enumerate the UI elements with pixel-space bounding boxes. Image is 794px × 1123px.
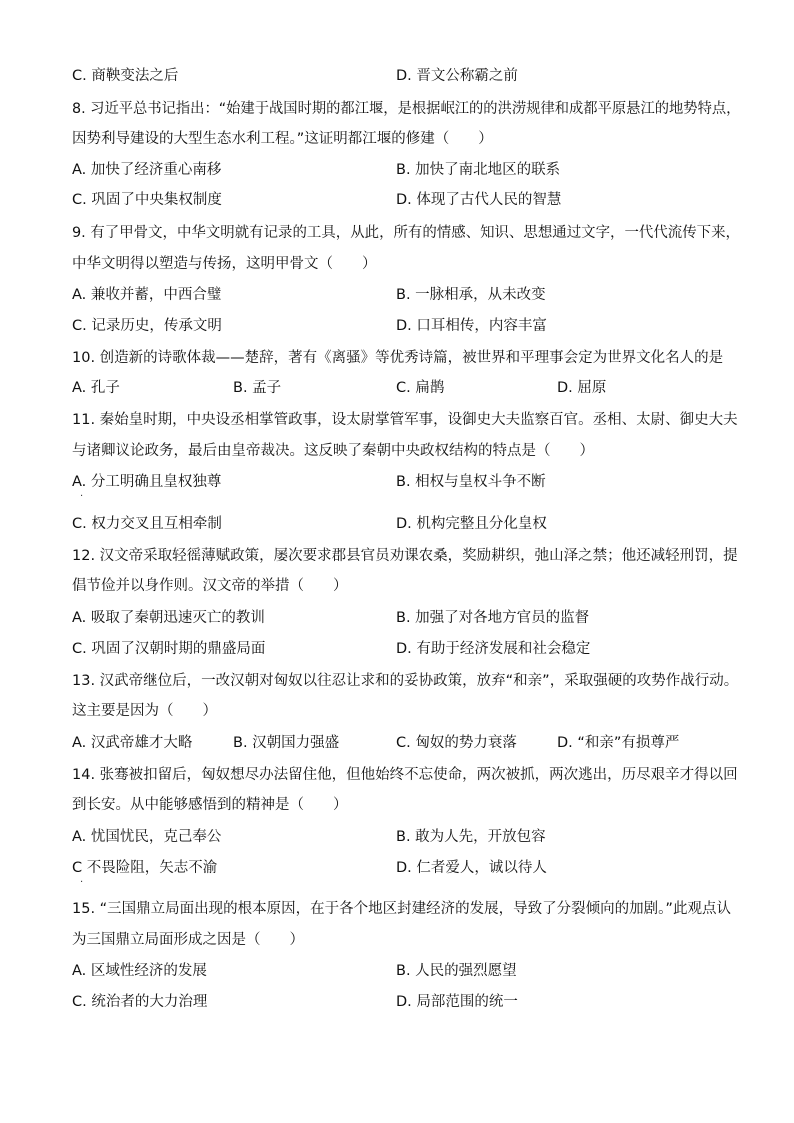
q9-option-c: C. 记录历史，传承文明 bbox=[72, 318, 222, 334]
q14-option-d: D. 仁者爱人，诚以待人 bbox=[396, 860, 547, 876]
q13-stem-line2: 这主要是因为（ ） bbox=[72, 703, 217, 719]
q10-stem-line1: 10. 创造新的诗歌体裁——楚辞，著有《离骚》等优秀诗篇，被世界和平理事会定为世界文化名人的是 bbox=[72, 350, 724, 366]
q12-option-a: A. 吸取了秦朝迅速灭亡的教训 bbox=[72, 610, 265, 626]
q9-option-b: B. 一脉相承，从未改变 bbox=[396, 287, 546, 303]
q14-option-c: C 不畏险阻，矢志不渝 bbox=[72, 860, 218, 876]
q12-option-d: D. 有助于经济发展和社会稳定 bbox=[396, 641, 591, 657]
q11-option-b: B. 相权与皇权斗争不断 bbox=[396, 474, 546, 490]
q9-stem-line1: 9. 有了甲骨文，中华文明就有记录的工具，从此，所有的情感、知识、思想通过文字，一代代流传下来， bbox=[72, 225, 740, 241]
q12-stem-line1: 12. 汉文帝采取轻徭薄赋政策，屡次要求郡县官员劝课农桑，奖励耕织，弛山泽之禁；他还减轻刑罚，提 bbox=[72, 548, 738, 564]
q10-option-a: A. 孔子 bbox=[72, 380, 120, 396]
option-c-prev: C. 商鞅变法之后 bbox=[72, 68, 179, 84]
q11-stem-line2: 与诸卿议论政务，最后由皇帝裁决。这反映了秦朝中央政权结构的特点是（ ） bbox=[72, 443, 594, 459]
q10-option-d: D. 屈原 bbox=[557, 380, 607, 396]
q10-option-c: C. 扁鹊 bbox=[396, 380, 445, 396]
q13-stem-line1: 13. 汉武帝继位后，一改汉朝对匈奴以往忍让求和的妥协政策，放弃“和亲”，采取强硬的攻势作战行动。 bbox=[72, 673, 739, 689]
q15-option-b: B. 人民的强烈愿望 bbox=[396, 963, 517, 979]
q8-stem-line1: 8. 习近平总书记指出：“始建于战国时期的都江堰，是根据岷江的的洪涝规律和成都平原悬江的地势特点， bbox=[72, 101, 741, 117]
q11-stem-line1: 11. 秦始皇时期，中央设丞相掌管政事，设太尉掌管军事，设御史大夫监察百官。丞相、太尉、御史大夫 bbox=[72, 412, 738, 428]
q8-option-c: C. 巩固了中央集权制度 bbox=[72, 192, 222, 208]
q8-stem-line2: 因势利导建设的大型生态水利工程。”这证明都江堰的修建（ ） bbox=[72, 131, 493, 147]
q12-option-b: B. 加强了对各地方官员的监督 bbox=[396, 610, 590, 626]
q11-option-c: C. 权力交叉且互相牵制 bbox=[72, 516, 222, 532]
q14-stem-line2: 到长安。从中能够感悟到的精神是（ ） bbox=[72, 797, 348, 813]
q15-stem-line2: 为三国鼎立局面形成之因是（ ） bbox=[72, 932, 304, 948]
q15-option-d: D. 局部范围的统一 bbox=[396, 994, 518, 1010]
q13-option-b: B. 汉朝国力强盛 bbox=[233, 735, 340, 751]
q12-option-c: C. 巩固了汉朝时期的鼎盛局面 bbox=[72, 641, 266, 657]
q14-option-a: A. 忧国忧民，克己奉公 bbox=[72, 829, 222, 845]
q9-option-a: A. 兼收并蓄，中西合璧 bbox=[72, 287, 222, 303]
q11-option-d: D. 机构完整且分化皇权 bbox=[396, 516, 547, 532]
q15-option-c: C. 统治者的大力治理 bbox=[72, 994, 208, 1010]
q8-option-d: D. 体现了古代人民的智慧 bbox=[396, 192, 562, 208]
q8-option-b: B. 加快了南北地区的联系 bbox=[396, 162, 561, 178]
q10-option-b: B. 孟子 bbox=[233, 380, 282, 396]
q11-option-a: A. 分工明确且皇权独尊 bbox=[72, 474, 222, 490]
q13-option-d: D. “和亲”有损尊严 bbox=[557, 735, 680, 751]
q15-option-a: A. 区域性经济的发展 bbox=[72, 963, 207, 979]
q13-option-a: A. 汉武帝雄才大略 bbox=[72, 735, 193, 751]
q13-option-c: C. 匈奴的势力衰落 bbox=[396, 735, 517, 751]
scan-dot-mark: · bbox=[80, 877, 84, 888]
q12-stem-line2: 倡节俭并以身作则。汉文帝的举措（ ） bbox=[72, 578, 348, 594]
option-d-prev: D. 晋文公称霸之前 bbox=[396, 68, 518, 84]
scan-dot-mark: · bbox=[80, 491, 84, 502]
q15-stem-line1: 15. “三国鼎立局面出现的根本原因，在于各个地区封建经济的发展，导致了分裂倾向的加剧。”此观点认 bbox=[72, 901, 731, 917]
q9-option-d: D. 口耳相传，内容丰富 bbox=[396, 318, 547, 334]
q8-option-a: A. 加快了经济重心南移 bbox=[72, 162, 222, 178]
q14-option-b: B. 敢为人先，开放包容 bbox=[396, 829, 546, 845]
q14-stem-line1: 14. 张骞被扣留后，匈奴想尽办法留住他，但他始终不忘使命，两次被抓，两次逃出，历尽艰辛才得以回 bbox=[72, 767, 738, 783]
q9-stem-line2: 中华文明得以塑造与传扬，这明甲骨文（ ） bbox=[72, 256, 377, 272]
